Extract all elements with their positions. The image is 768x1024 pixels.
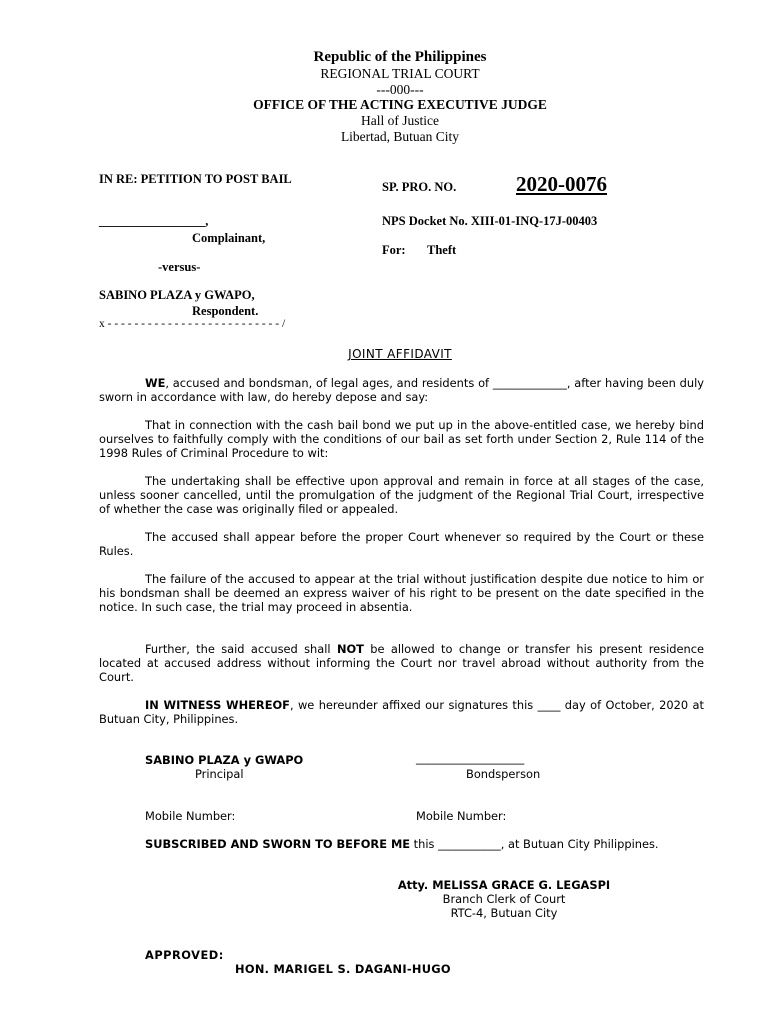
paragraph-7-text: , we hereunder affixed our signatures this ____ day of October, 2020 at Butuan City, Philippines. xyxy=(99,698,704,727)
versus: -versus- xyxy=(158,260,201,274)
complainant-label: Complainant, xyxy=(192,231,266,245)
approving-judge: HON. MARIGEL S. DAGANI-HUGO xyxy=(235,962,451,976)
for-value: Theft xyxy=(427,243,457,257)
paragraph-1 xyxy=(99,376,704,404)
paragraph-2 xyxy=(99,418,704,461)
bondsperson-mobile: Mobile Number: xyxy=(416,809,507,823)
clerk-title: Branch Clerk of Court xyxy=(442,892,566,906)
in-re-title: IN RE: PETITION TO POST BAIL xyxy=(99,172,292,186)
clerk-name: Atty. MELISSA GRACE G. LEGASPI xyxy=(397,878,611,892)
for-label: For: xyxy=(382,243,406,257)
principal-label: Principal xyxy=(195,767,244,781)
paragraph-3 xyxy=(99,474,704,517)
paragraph-4 xyxy=(99,530,704,558)
jurat-text: this ___________, at Butuan City Philippines. xyxy=(410,837,659,851)
clerk-office: RTC-4, Butuan City xyxy=(450,906,558,920)
sp-pro-label: SP. PRO. NO. xyxy=(382,180,457,194)
header-separator: ---000--- xyxy=(376,82,424,97)
caption-closing-line: x - - - - - - - - - - - - - - - - - - - - - - - - - - / xyxy=(99,318,286,330)
paragraph-6 xyxy=(99,642,704,685)
nps-docket: NPS Docket No. XIII-01-INQ-17J-00403 xyxy=(382,214,598,228)
jurat-lead: SUBSCRIBED AND SWORN TO BEFORE ME xyxy=(145,837,411,851)
paragraph-2-text: That in connection with the cash bail bond we put up in the above-entitled case, we hereby bind ourselves to faithfully comply with the conditions of our bail as set forth under Section 2, Rule 114 of the 1998 Rules of Criminal Procedure to wit: xyxy=(99,418,704,461)
approved-label: APPROVED: xyxy=(145,948,224,962)
jurat xyxy=(99,837,704,851)
header-office: OFFICE OF THE ACTING EXECUTIVE JUDGE xyxy=(253,97,547,112)
paragraph-4-text: The accused shall appear before the proper Court whenever so required by the Court or these Rules. xyxy=(99,530,704,559)
header-republic: Republic of the Philippines xyxy=(313,49,487,65)
bondsperson-blank: ___________________ xyxy=(416,751,525,765)
paragraph-6-emphasis: NOT xyxy=(336,642,364,656)
bondsperson-label: Bondsperson xyxy=(466,767,541,781)
paragraph-1-text: , accused and bondsman, of legal ages, and residents of _____________, after having been duly sworn in accordance with law, do hereby depose and say: xyxy=(99,376,704,405)
respondent-label: Respondent. xyxy=(192,304,259,318)
paragraph-6-text-b: be allowed to change or transfer his present residence located at accused address without informing the Court nor travel abroad without authority from the Court. xyxy=(99,642,705,685)
document-title: JOINT AFFIDAVIT xyxy=(348,347,452,361)
respondent-name: SABINO PLAZA y GWAPO, xyxy=(99,288,255,302)
paragraph-7-lead: IN WITNESS WHEREOF xyxy=(145,698,290,712)
header-hall: Hall of Justice xyxy=(361,113,439,128)
paragraph-1-lead: WE xyxy=(145,376,166,390)
paragraph-7 xyxy=(99,698,704,726)
sp-pro-number: 2020-0076 xyxy=(516,172,607,196)
header-court: REGIONAL TRIAL COURT xyxy=(320,66,480,81)
complainant-blank: _________________, xyxy=(99,214,209,228)
paragraph-6-text-a: Further, the said accused shall xyxy=(145,642,337,656)
principal-mobile: Mobile Number: xyxy=(145,809,236,823)
paragraph-3-text: The undertaking shall be effective upon approval and remain in force at all stages of the case, unless sooner cancelled, until the promulgation of the judgment of the Regional Trial Court, irrespective of whether the case was originally filed or appealed. xyxy=(99,474,704,517)
principal-name: SABINO PLAZA y GWAPO xyxy=(145,753,304,767)
header-address: Libertad, Butuan City xyxy=(340,129,460,144)
paragraph-5 xyxy=(99,572,704,615)
paragraph-5-text: The failure of the accused to appear at the trial without justification despite due notice to him or his bondsman shall be deemed an express waiver of his right to be present on the date specified in the notice. In such case, the trial may proceed in absentia. xyxy=(99,572,704,615)
